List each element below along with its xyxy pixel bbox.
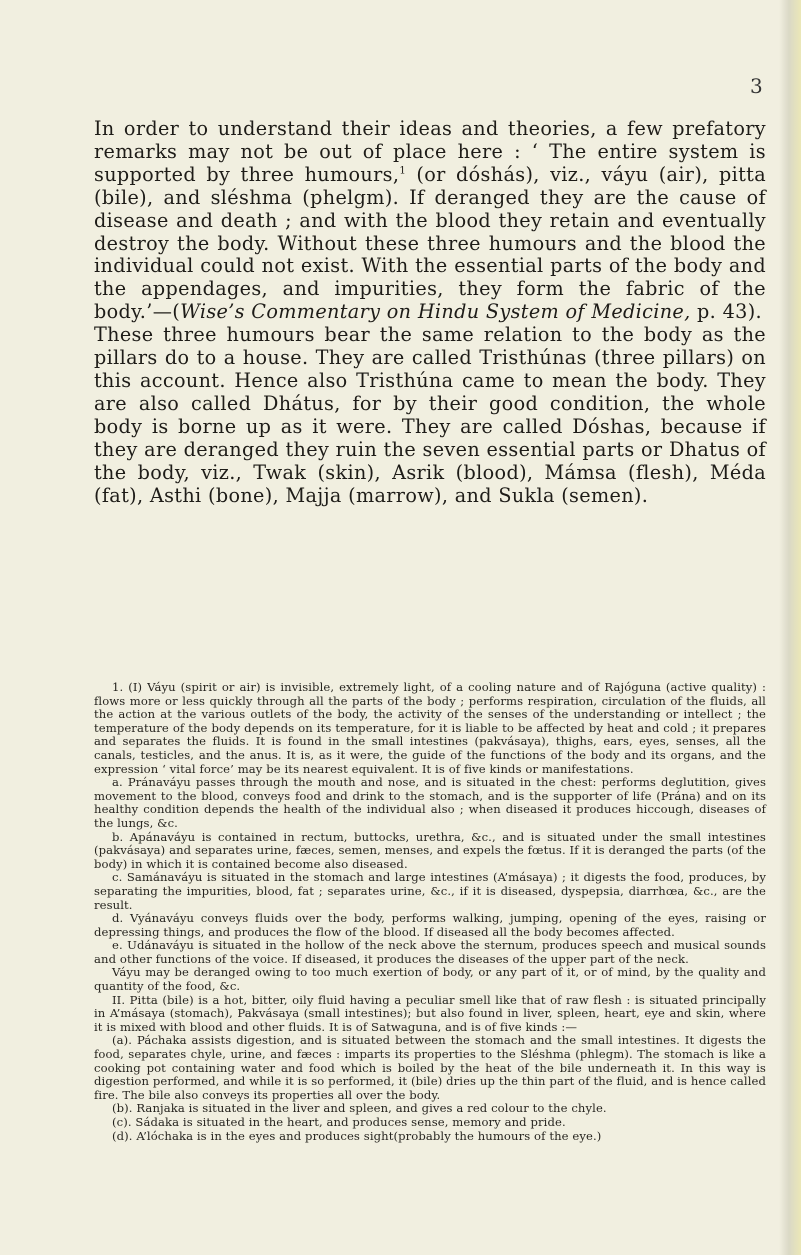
footnote-reference: 1: [399, 165, 407, 177]
footnote-ranjaka: (b). Ranjaka is situated in the liver and spleen, and gives a red colour to the chyle.: [112, 1101, 607, 1116]
footnote-vayu: 1. (I) Váyu (spirit or air) is invisible, extremely light, of a cooling nature and of Rajóguna (active quality) : flows more or less quickly through all the parts of the body ; performs respiration, circulation of the fluids, all the action at the various outlets of the body, the activity of the senses of the understanding or intellect ; the temperature of the body depends on its temperature, for it is liable to be affected by heat and cold ; it prepares and separates the fluids. It is found in the small intestines (pakvásaya), thighs, ears, eyes, senses, all the canals, testicles, and the anus. It is, as it were, the guide of the functions of the body and its organs, and the expression ‘ vital force’ may be its nearest equivalent. It is of five kinds or manifestations.: [94, 680, 766, 776]
footnote-pitta: II. Pitta (bile) is a hot, bitter, oily fluid having a peculiar smell like that of raw flesh : is situated principally in A’másaya (stomach), Pakvásaya (small intestines); but also found in liver, spleen, heart, eye and skin, where it is mixed with blood and other fluids. It is of Satwaguna, and is of five kinds :—: [94, 992, 766, 1034]
footnote-samanavayu: c. Samánaváyu is situated in the stomach and large intestines (A’másaya) ; it digests the food, produces, by separating the impurities, blood, fat ; separates urine, &c., if it is diseased, dyspepsia, diarrhœa, &c., are the result.: [94, 870, 766, 912]
paragraph-pillars: These three humours bear the same relation to the body as the pillars do to a house. They are called Tristhúnas (three pillars) on this account. Hence also Tristhúna came to mean the body. They are also called Dhátus, for by their good condition, the whole body is borne up as it were. They are called Dóshas, because if they are deranged they ruin the seven essential parts or Dhatus of the body, viz., Twak (skin), Asrik (blood), Mámsa (flesh), Méda (fat), Asthi (bone), Majja (marrow), and Sukla (semen).: [94, 323, 766, 507]
footnote-vyanavayu: d. Vyánaváyu conveys fluids over the body, performs walking, jumping, opening of the eyes, raising or depressing things, and produces the flow of the blood. If diseased all the body becomes affected.: [94, 911, 766, 939]
page-edge-shadow: [779, 0, 801, 1255]
paragraph-humours: [94, 118, 766, 324]
paragraph-humours-text: In order to understand their ideas and theories, a few prefatory remarks may not be out of place here : ‘ The entire system is supported by three humours,: [94, 117, 766, 186]
footnote-alochaka: (d). A’lóchaka is in the eyes and produces sight(probably the humours of the eye.): [112, 1128, 602, 1143]
footnote-sadaka: (c). Sádaka is situated in the heart, and produces sense, memory and pride.: [112, 1115, 566, 1129]
main-text: [94, 118, 766, 507]
footnote-apanavayu: b. Apánaváyu is contained in rectum, buttocks, urethra, &c., and is situated under the small intestines (pakvásaya) and separates urine, fæces, semen, menses, and expels the fœtus. If it is deranged the parts (of the body) in which it is contained become also diseased.: [94, 829, 766, 871]
footnote-pranavayu: a. Pránaváyu passes through the mouth and nose, and is situated in the chest: performs deglutition, gives movement to the blood, conveys food and drink to the stomach, and is the supporter of life (Prána) and on its healthy condition depends the health of the individual also ; when diseased it produces hiccough, diseases of the lungs, &c.: [94, 775, 766, 830]
footnote-udanavayu: e. Udánaváyu is situated in the hollow of the neck above the sternum, produces speech and musical sounds and other functions of the voice. If diseased, it produces the diseases of the upper part of the neck.: [94, 938, 766, 966]
footnote-pachaka: (a). Páchaka assists digestion, and is situated between the stomach and the small intestines. It digests the food, separates chyle, urine, and fæces : imparts its properties to the Sléshma (phlegm). The stomach is like a cooking pot containing water and food which is boiled by the heat of the bile underneath it. In this way is digestion performed, and while it is so performed, it (bile) dries up the thin part of the fluid, and is hence called fire. The bile also conveys its properties all over the body.: [94, 1033, 766, 1102]
footnotes: [94, 681, 766, 1143]
footnote-vayu-summary: Váyu may be deranged owing to too much exertion of body, or any part of it, or of mind, by the quality and quantity of the food, &c.: [94, 965, 766, 994]
citation-title: Wise’s Commentary on Hindu System of Medicine,: [180, 300, 691, 324]
citation-page: p. 43).: [690, 300, 762, 324]
paragraph-humours-text-continued: (or dóshás), viz., váyu (air), pitta (bile), and sléshma (phelgm). If deranged they are the cause of disease and death ; and with the blood they retain and eventually destroy the body. Without these three humours and the blood the individual could not exist. With the essential parts of the body and the appendages, and impurities, they form the fabric of the body.’—(: [94, 162, 766, 324]
page-number: 3: [750, 74, 763, 98]
